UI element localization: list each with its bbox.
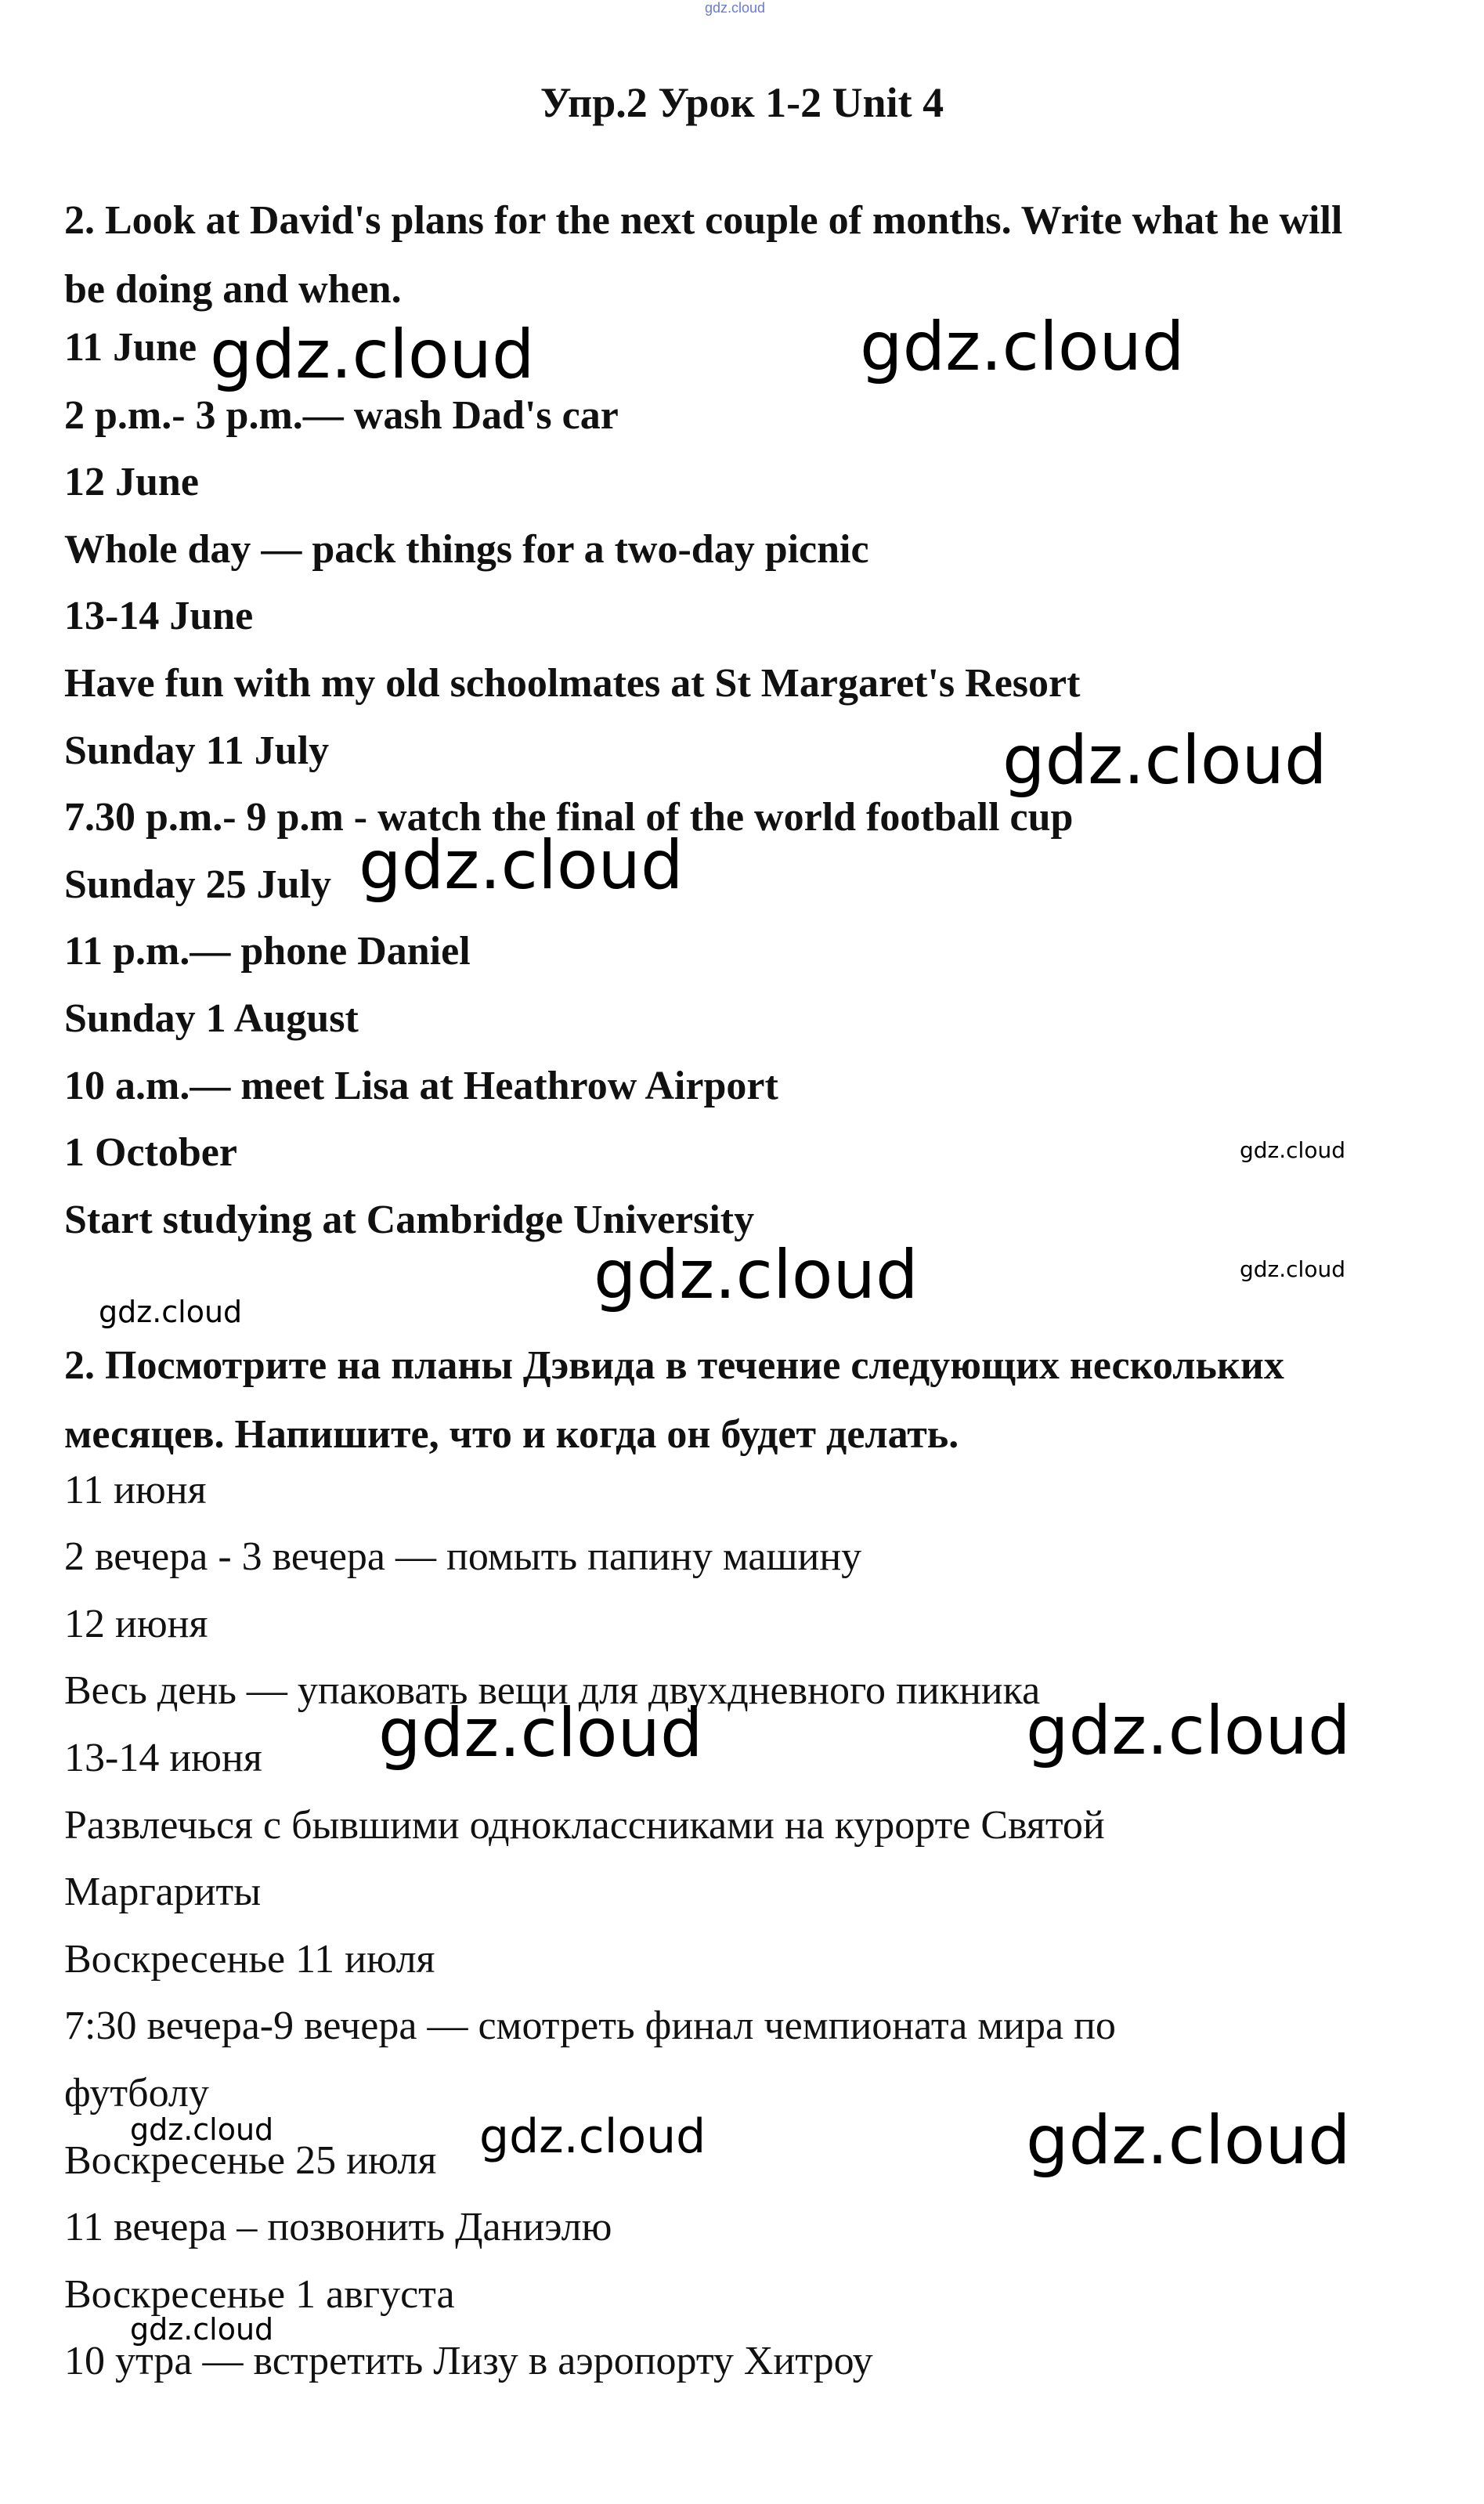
english-line-date: Sunday 11 July <box>64 728 330 773</box>
watermark: gdz.cloud <box>1002 721 1327 800</box>
watermark: gdz.cloud <box>479 2109 706 2164</box>
russian-line-date: 13-14 июня <box>64 1736 262 1780</box>
watermark: gdz.cloud <box>1026 1692 1351 1770</box>
russian-line-activity: Развлечься с бывшими одноклассниками на курорте Святой <box>64 1803 1105 1848</box>
watermark: gdz.cloud <box>1240 1137 1345 1163</box>
russian-line-date: Воскресенье 11 июля <box>64 1937 435 1982</box>
english-line-activity: Have fun with my old schoolmates at St Margaret's Resort <box>64 661 1081 706</box>
watermark: gdz.cloud <box>130 2112 274 2147</box>
watermark: gdz.cloud <box>1026 2101 1351 2180</box>
english-line-activity: 7.30 p.m.- 9 p.m - watch the final of the world football cup <box>64 795 1074 840</box>
english-line-date: 12 June <box>64 460 199 504</box>
russian-line-activity: 7:30 вечера-9 вечера — смотреть финал чемпионата мира по <box>64 2004 1116 2048</box>
russian-line-activity: 2 вечера - 3 вечера — помыть папину машину <box>64 1534 862 1579</box>
watermark: gdz.cloud <box>210 316 535 394</box>
russian-line-date: 11 июня <box>64 1468 207 1512</box>
english-line-activity: Start studying at Cambridge University <box>64 1198 755 1242</box>
watermark: gdz.cloud <box>99 1295 243 1329</box>
page-title: Упр.2 Урок 1-2 Unit 4 <box>540 79 944 126</box>
task-russian-instruction: 2. Посмотрите на планы Дэвида в течение следующих нескольких месяцев. Напишите, что и когда он будет делать. <box>64 1343 1284 1457</box>
russian-line-date: Воскресенье 1 августа <box>64 2272 455 2317</box>
watermark: gdz.cloud <box>860 308 1185 386</box>
russian-line-date: Воскресенье 25 июля <box>64 2138 437 2183</box>
watermark: gdz.cloud <box>130 2312 274 2347</box>
russian-line-activity: 10 утра — встретить Лизу в аэропорту Хитроу <box>64 2339 873 2383</box>
watermark: gdz.cloud <box>1240 1256 1345 1282</box>
watermark: gdz.cloud <box>378 1694 703 1772</box>
english-line-activity: 2 p.m.- 3 p.m.— wash Dad's car <box>64 393 619 438</box>
english-line-date: 1 October <box>64 1130 237 1175</box>
english-line-activity: 11 p.m.— phone Daniel <box>64 929 471 974</box>
russian-line-activity: Весь день — упаковать вещи для двухдневного пикника <box>64 1668 1041 1713</box>
russian-line-activity: Маргариты <box>64 1870 262 1914</box>
english-line-date: 11 June <box>64 325 197 370</box>
english-line-activity: 10 a.m.— meet Lisa at Heathrow Airport <box>64 1064 778 1108</box>
russian-line-activity: футболу <box>64 2071 209 2116</box>
top-watermark: gdz.cloud <box>705 0 766 16</box>
english-line-date: 13-14 June <box>64 594 254 638</box>
task-english-instruction: 2. Look at David's plans for the next couple of months. Write what he will be doing and when. <box>64 198 1343 312</box>
english-line-activity: Whole day — pack things for a two-day picnic <box>64 527 869 572</box>
russian-line-date: 12 июня <box>64 1602 208 1646</box>
watermark: gdz.cloud <box>359 826 684 905</box>
watermark: gdz.cloud <box>594 1236 919 1314</box>
english-line-date: Sunday 1 August <box>64 996 359 1041</box>
russian-line-activity: 11 вечера – позвонить Даниэлю <box>64 2205 612 2249</box>
english-line-date: Sunday 25 July <box>64 862 332 907</box>
